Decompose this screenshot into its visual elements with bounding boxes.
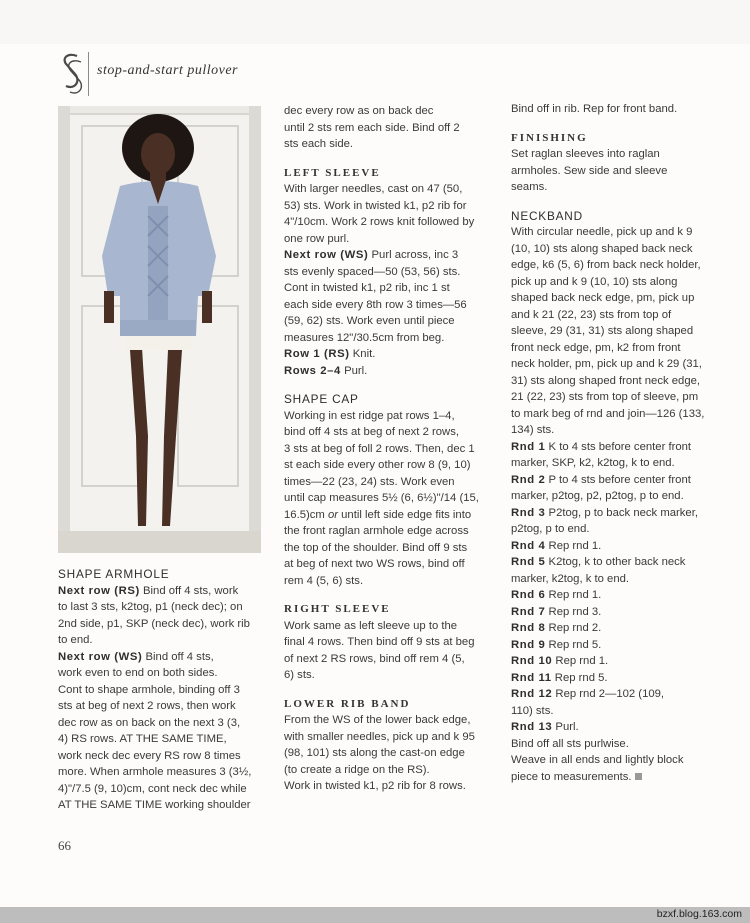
round-line: marker, SKP, k2, k2tog, k to end. xyxy=(511,457,675,469)
page-number: 66 xyxy=(58,838,71,853)
instruction-line: sleeve, 29 (31, 31) sts along shaped xyxy=(511,325,694,337)
instruction-line: edge, k6 (5, 6) from back neck holder, xyxy=(511,259,701,271)
instruction-line: st each side every other row 8 (9, 10) xyxy=(284,459,471,471)
instruction-line: more. When armhole measures 3 (3½, xyxy=(58,766,252,778)
instruction-line: 21 (22, 23) sts from top of sleeve, pm xyxy=(511,391,699,403)
instruction-line: (59, 62) sts. Work even until piece xyxy=(284,315,455,327)
instruction-line: seams. xyxy=(511,181,548,193)
round-line: Rnd 10 Rep rnd 1. xyxy=(511,655,609,667)
round-line: Rnd 7 Rep rnd 3. xyxy=(511,605,602,618)
row-label: Next row (RS) xyxy=(58,584,140,597)
section-heading-neckband: NECKBAND xyxy=(511,208,583,223)
round-label: Rnd 9 xyxy=(511,638,546,651)
instruction-line: bind off 4 sts at beg of next 2 rows, xyxy=(284,426,459,438)
round-line: marker, p2tog, p2, p2tog, p to end. xyxy=(511,490,684,502)
section-heading-shape-cap: SHAPE CAP xyxy=(284,392,359,406)
instruction-line: With larger needles, cast on 47 (50, xyxy=(284,183,463,195)
watermark: bzxf.blog.163.com xyxy=(656,908,742,920)
round-line: Rnd 13 Purl. xyxy=(511,721,579,733)
instruction-line: Cont to shape armhole, binding off 3 xyxy=(58,683,240,696)
round-label: Rnd 7 xyxy=(511,605,546,618)
instruction-line: sts evenly spaced—50 (53, 56) sts. xyxy=(284,265,461,278)
column-1 xyxy=(58,566,273,814)
round-label: Rnd 13 xyxy=(511,721,553,733)
round-line: Rnd 2 P to 4 sts before center front xyxy=(511,473,691,486)
instruction-line: times—22 (23, 24) sts. Work even xyxy=(284,475,455,488)
instruction-line: 2nd side, p1, SKP (neck dec), work rib xyxy=(58,617,250,630)
round-line: Rnd 1 K to 4 sts before center front xyxy=(511,440,692,453)
instruction-line: 4)"/7.5 (9, 10)cm, cont neck dec while xyxy=(58,782,247,795)
instruction-line: Cont in twisted k1, p2 rib, inc 1 st xyxy=(284,282,450,294)
instruction-line: Weave in all ends and lightly block xyxy=(511,754,684,766)
instruction-line: armholes. Sew side and sleeve xyxy=(511,164,668,177)
round-label: Rnd 4 xyxy=(511,539,546,552)
instruction-line: work neck dec every RS row 8 times xyxy=(58,749,241,762)
instruction-line: 134) sts. xyxy=(511,424,555,436)
instruction-line: Next row (WS) Purl across, inc 3 xyxy=(284,249,459,261)
instruction-line: at beg of next two WS rows, bind off xyxy=(284,558,465,570)
instruction-line: sts at beg of next 2 rows, then work xyxy=(58,700,236,712)
instruction-line: to last 3 sts, k2tog, p1 (neck dec); on xyxy=(58,601,243,613)
instruction-line: to end. xyxy=(58,634,93,646)
column-2 xyxy=(284,103,492,795)
round-label: Rnd 12 xyxy=(511,688,553,700)
model-photo xyxy=(58,106,261,553)
instruction-line: From the WS of the lower back edge, xyxy=(284,714,471,726)
instruction-line: the front raglan armhole edge across xyxy=(284,525,469,537)
instruction-line: final 4 rows. Then bind off 9 sts at beg xyxy=(284,636,475,648)
section-heading-finishing: FINISHING xyxy=(511,131,588,144)
instruction-line: until cap measures 5½ (6, 6½)"/14 (15, xyxy=(284,492,479,504)
instruction-line: shaped back neck edge, pm, pick up xyxy=(511,292,695,304)
instruction-line: Set raglan sleeves into raglan xyxy=(511,148,660,160)
instruction-line: Working in est ridge pat rows 1–4, xyxy=(284,409,455,422)
instruction-line: With circular needle, pick up and k 9 xyxy=(511,226,693,238)
instruction-line: pick up and k 9 (10, 10) sts along xyxy=(511,275,678,288)
instruction-line: AT THE SAME TIME working shoulder xyxy=(58,799,251,811)
round-line: 110) sts. xyxy=(511,704,554,717)
row-label: Next row (WS) xyxy=(284,249,369,261)
round-line: Rnd 12 Rep rnd 2—102 (109, xyxy=(511,688,665,700)
section-heading-shape-armhole: SHAPE ARMHOLE xyxy=(58,567,170,581)
instruction-line: each side every 8th row 3 times—56 xyxy=(284,298,467,311)
instruction-line: measures 12"/30.5cm from beg. xyxy=(284,331,445,344)
end-mark-icon xyxy=(635,773,642,780)
instruction-line: until 2 sts rem each side. Bind off 2 xyxy=(284,121,460,134)
round-label: Rnd 10 xyxy=(511,655,553,667)
column-3 xyxy=(511,101,721,785)
instruction-line: front neck edge, pm, k2 from front xyxy=(511,341,681,354)
round-line: Rnd 6 Rep rnd 1. xyxy=(511,589,602,601)
instruction-line: of next 2 RS rows, bind off rem 4 (5, xyxy=(284,652,465,665)
round-label: Rnd 6 xyxy=(511,589,546,601)
pattern-logo-icon xyxy=(57,50,85,100)
instruction-line: 31) sts along shaped front neck edge, xyxy=(511,374,701,387)
round-line: marker, k2tog, k to end. xyxy=(511,572,630,585)
instruction-line: the top of the shoulder. Bind off 9 sts xyxy=(284,541,468,554)
round-line: Rnd 4 Rep rnd 1. xyxy=(511,539,602,552)
instruction-line: 16.5)cm or until left side edge fits into xyxy=(284,508,472,521)
instruction-line: (98, 101) sts along the cast-on edge xyxy=(284,747,465,759)
instruction-line: Work same as left sleeve up to the xyxy=(284,619,458,632)
row-label: Next row (WS) xyxy=(58,650,143,663)
round-line: p2tog, p to end. xyxy=(511,523,590,535)
footer-bar xyxy=(0,907,750,923)
instruction-line: with smaller needles, pick up and k 95 xyxy=(284,730,475,743)
row-label: Rows 2–4 xyxy=(284,364,341,377)
instruction-line: Bind off in rib. Rep for front band. xyxy=(511,103,678,115)
instruction-line: 6) sts. xyxy=(284,669,315,681)
instruction-line: dec row as on back on the next 3 (3, xyxy=(58,716,241,729)
instruction-line: and k 21 (22, 23) sts from top of xyxy=(511,308,672,321)
instruction-line: Next row (RS) Bind off 4 sts, work xyxy=(58,584,239,597)
instruction-line: work even to end on both sides. xyxy=(58,667,218,679)
instruction-line: 3 sts at beg of foll 2 rows. Then, dec 1 xyxy=(284,442,475,455)
section-heading-left-sleeve: LEFT SLEEVE xyxy=(284,166,381,179)
round-line: Rnd 5 K2tog, k to other back neck xyxy=(511,556,686,568)
instruction-line: (10, 10) sts along shaped back neck xyxy=(511,242,693,255)
instruction-line: to mark beg of rnd and join—126 (133, xyxy=(511,407,705,420)
instruction-line: 53) sts. Work in twisted k1, p2 rib for xyxy=(284,199,467,212)
instruction-line: (to create a ridge on the RS). xyxy=(284,763,430,776)
section-heading-right-sleeve: RIGHT SLEEVE xyxy=(284,603,391,615)
instruction-line: piece to measurements. xyxy=(511,769,721,786)
instruction-line: 4) RS rows. AT THE SAME TIME, xyxy=(58,733,227,745)
header-divider xyxy=(88,52,89,96)
round-label: Rnd 8 xyxy=(511,622,546,634)
instruction-line: dec every row as on back dec xyxy=(284,105,434,117)
instruction-line: neck holder, pm, pick up and k 29 (31, xyxy=(511,358,702,370)
instruction-line: Work in twisted k1, p2 rib for 8 rows. xyxy=(284,780,466,792)
instruction-line: Rows 2–4 Purl. xyxy=(284,364,368,377)
instruction-line: Next row (WS) Bind off 4 sts, xyxy=(58,650,214,663)
round-line: Rnd 3 P2tog, p to back neck marker, xyxy=(511,506,698,519)
instruction-line: rem 4 (5, 6) sts. xyxy=(284,574,364,587)
instruction-line: one row purl. xyxy=(284,232,350,245)
instruction-line: Bind off all sts purlwise. xyxy=(511,737,629,750)
instruction-line: 4"/10cm. Work 2 rows knit followed by xyxy=(284,216,475,228)
round-line: Rnd 11 Rep rnd 5. xyxy=(511,671,608,684)
round-line: Rnd 8 Rep rnd 2. xyxy=(511,622,602,634)
page-title: stop-and-start pullover xyxy=(97,63,238,78)
round-list xyxy=(511,439,721,736)
round-label: Rnd 1 xyxy=(511,440,546,453)
round-line: Rnd 9 Rep rnd 5. xyxy=(511,638,602,651)
round-label: Rnd 3 xyxy=(511,506,546,519)
section-heading-lower-rib-band: LOWER RIB BAND xyxy=(284,697,411,710)
round-label: Rnd 2 xyxy=(511,473,546,486)
round-label: Rnd 5 xyxy=(511,556,546,568)
row-label: Row 1 (RS) xyxy=(284,348,350,360)
page-top-margin xyxy=(0,0,750,44)
instruction-line: Row 1 (RS) Knit. xyxy=(284,348,376,360)
round-label: Rnd 11 xyxy=(511,671,552,684)
instruction-line: sts each side. xyxy=(284,138,354,150)
